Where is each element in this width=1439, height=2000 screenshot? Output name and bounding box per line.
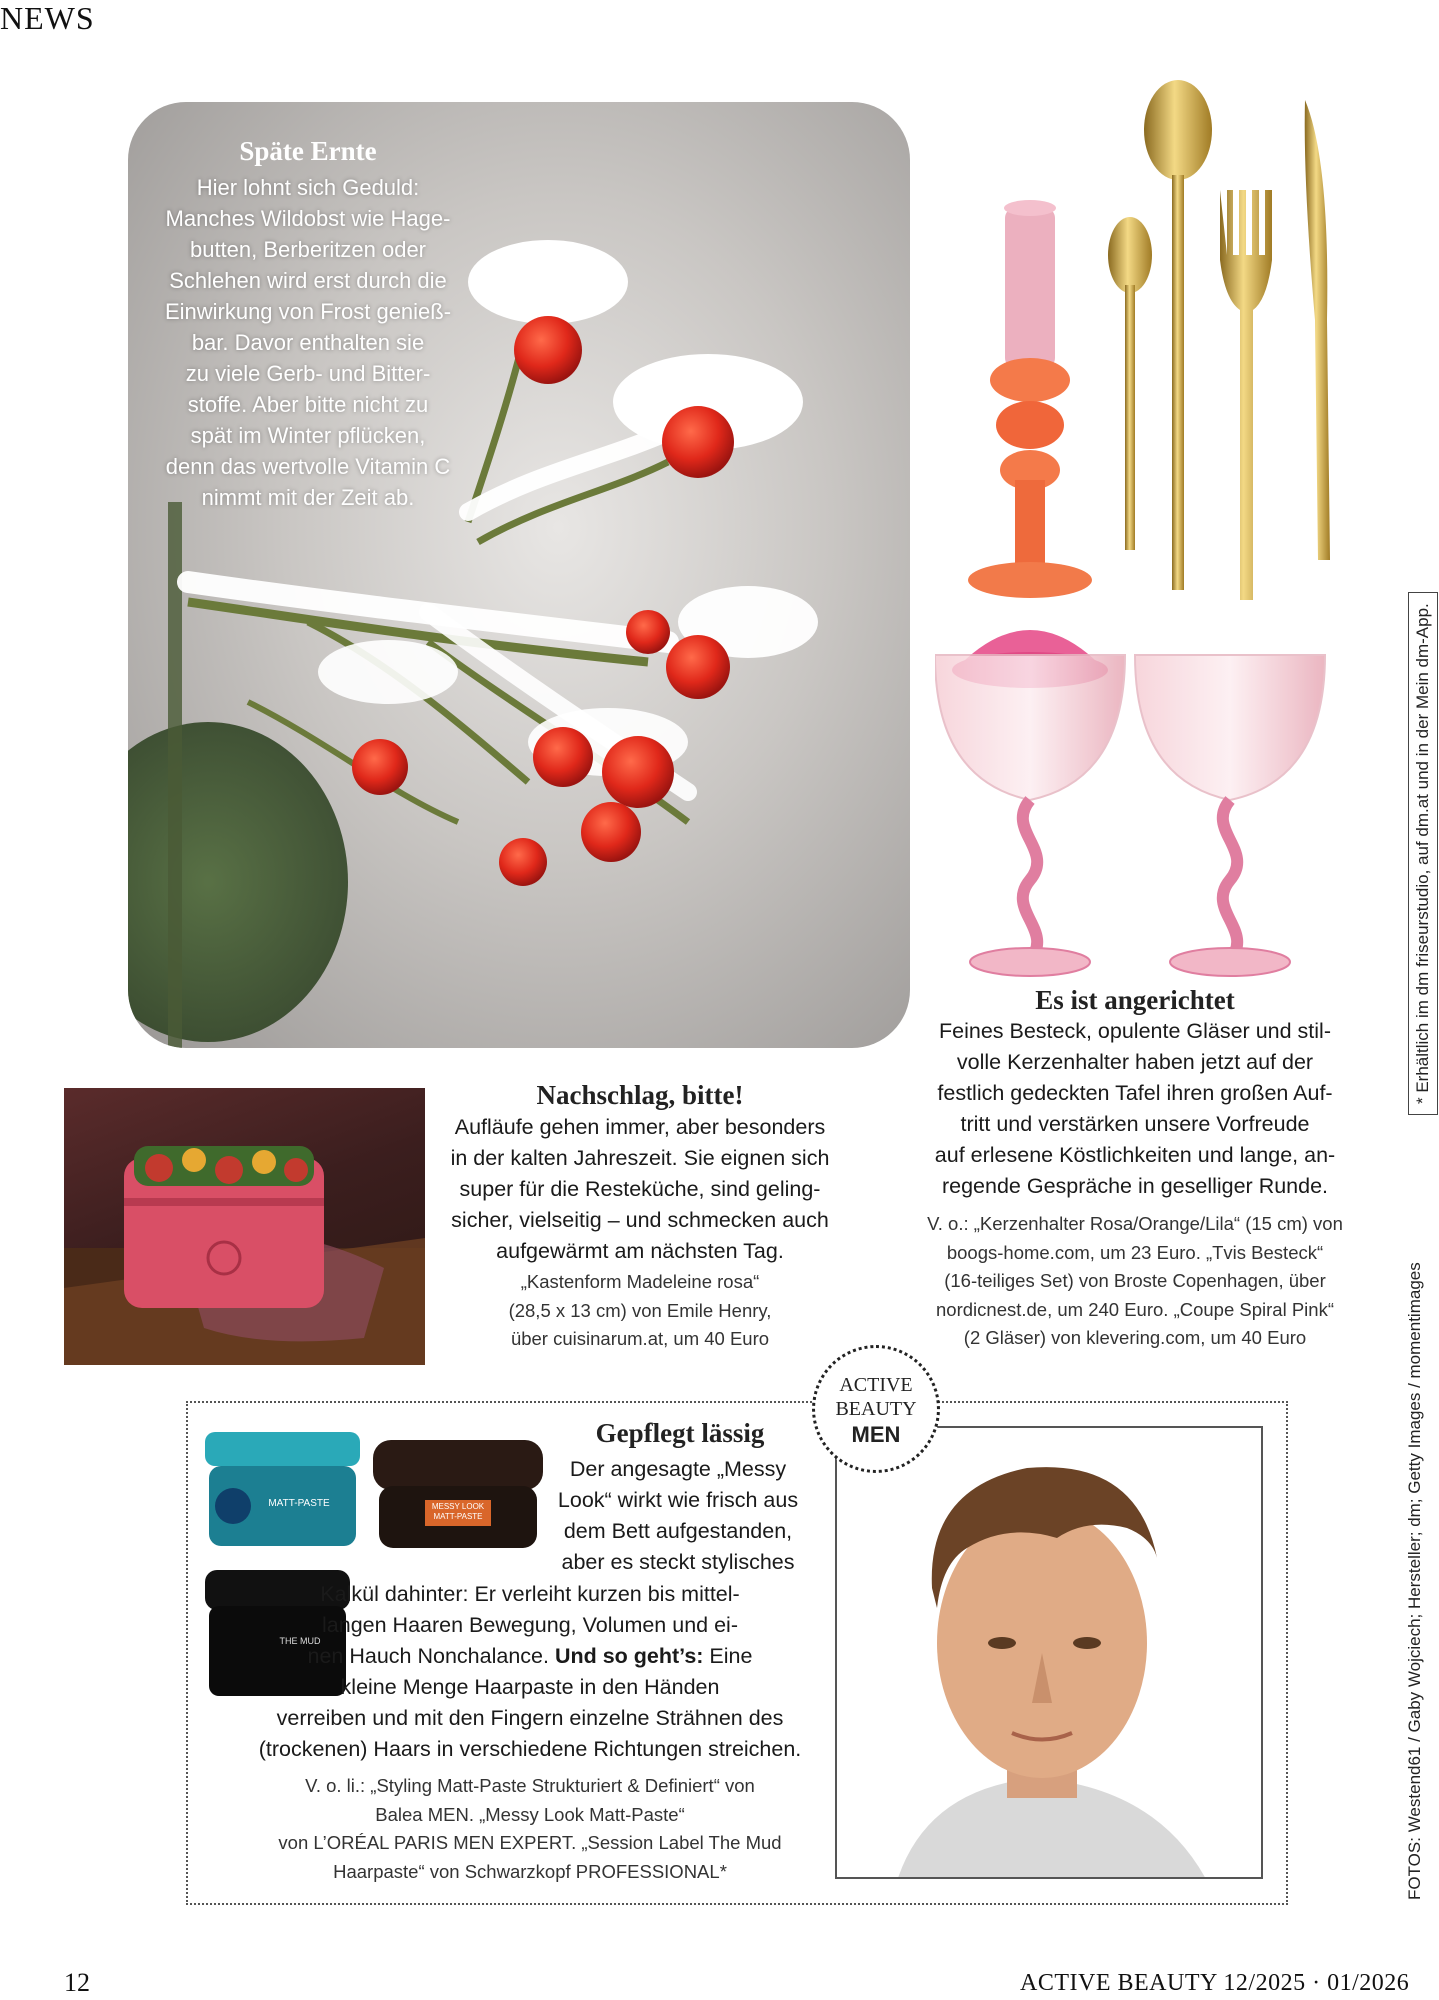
men-headline: Gepflegt lässig (595, 1418, 765, 1448)
man-photo (835, 1426, 1263, 1879)
stamp-line2: BEAUTY (835, 1398, 917, 1420)
jar-loreal-illustration (373, 1440, 543, 1552)
jar-balea-illustration (205, 1432, 360, 1550)
stamp-line1: ACTIVE (839, 1374, 913, 1396)
section-label: NEWS (0, 0, 95, 36)
gratin-illustration (64, 1088, 425, 1365)
active-beauty-men-stamp (812, 1345, 940, 1473)
stamp-line3: MEN (851, 1422, 901, 1447)
men-body-part1: Der angesagte „Messy Look“ wirkt wie frisch aus dem Bett aufgestanden, aber es steckt stylisches (557, 1457, 799, 1574)
jar-loreal (373, 1440, 543, 1552)
tableware-illustration (935, 80, 1355, 980)
jar-balea-label: MATT-PASTE (268, 1498, 330, 1509)
men-body-part2-bold: Und so geht’s: (554, 1644, 704, 1668)
gratin-body: Aufläufe gehen immer, aber besonders in der kalten Jahreszeit. Sie eignen sich super für die Resteküche, sind geling- sicher, vielseitig – und schmecken auch aufgewärmt am nächsten Tag. (450, 1115, 830, 1263)
tableware-photo (935, 80, 1355, 980)
men-body-part2-b: Eine kleine Menge Haarpaste in den Händen verreiben und mit den Fingern einzelne Strähnen des (trockenen) Haars in verschiedene Richtungen streichen. (258, 1644, 802, 1761)
gratin-caption: „Kastenform Madeleine rosa“ (28,5 x 13 cm) von Emile Henry, über cuisinarum.at, um 40 Euro (508, 1271, 772, 1349)
jar-loreal-label: MESSY LOOK MATT-PASTE (431, 1502, 485, 1521)
rosehip-photo (128, 102, 910, 1048)
jar-schwarzkopf-label: THE MUD (279, 1636, 321, 1646)
men-body-part2-a: Kalkül dahinter: Er verleiht kurzen bis mittel- langen Haaren Bewegung, Volumen und ei- nen Hauch Nonchalance. (307, 1582, 740, 1668)
tableware-body: Feines Besteck, opulente Gläser und stil- volle Kerzenhalter haben jetzt auf der festlich gedeckten Tafel ihren großen Auf- tritt und verstärken unsere Vorfreude auf erlesene Köstlichkeiten und lange, an- regende Gespräche in geselliger Runde. (934, 1019, 1336, 1198)
tableware-headline: Es ist angerichtet (1035, 985, 1235, 1015)
men-caption: V. o. li.: „Styling Matt-Paste Strukturiert & Definiert“ von Balea MEN. „Messy Look Matt-Paste“ von L’ORÉAL PARIS MEN EXPERT. „Session Label The Mud Haarpaste“ von Schwarzkopf PROFESSIONAL* (278, 1775, 782, 1882)
issue-label: ACTIVE BEAUTY 12/2025 · 01/2026 (1020, 1970, 1410, 1996)
man-illustration (837, 1428, 1263, 1879)
photo-credits: FOTOS: Westend61 / Gaby Wojciech; Hersteller; dm; Getty Images / momentimages (1405, 1262, 1424, 1900)
gratin-headline: Nachschlag, bitte! (536, 1080, 744, 1110)
page-number: 12 (64, 1968, 90, 1997)
tableware-caption: V. o.: „Kerzenhalter Rosa/Orange/Lila“ (15 cm) von boogs-home.com, um 23 Euro. „Tvis Besteck“ (16-teiliges Set) von Broste Copenhagen, über nordicnest.de, um 240 Euro. „Coupe Spiral Pink“ (2 Gläser) von klevering.com, um 40 Euro (927, 1213, 1343, 1348)
jar-balea (205, 1432, 360, 1550)
rosehip-body: Hier lohnt sich Geduld: Manches Wildobst wie Hage- butten, Berberitzen oder Schlehen wird erst durch die Einwirkung von Frost genieß- bar. Davor enthalten sie zu viele Gerb- und Bitter- stoffe. Aber bitte nicht zu spät im Winter pflücken, denn das wertvolle Vitamin C nimmt mit der Zeit ab. (164, 175, 452, 510)
men-body-part2 (210, 1579, 850, 1765)
gratin-photo (64, 1088, 425, 1365)
rosehip-headline: Späte Ernte (239, 136, 377, 166)
availability-note: * Erhältlich im dm friseurstudio, auf dm.at und in der Mein dm-App. (1408, 592, 1438, 1115)
